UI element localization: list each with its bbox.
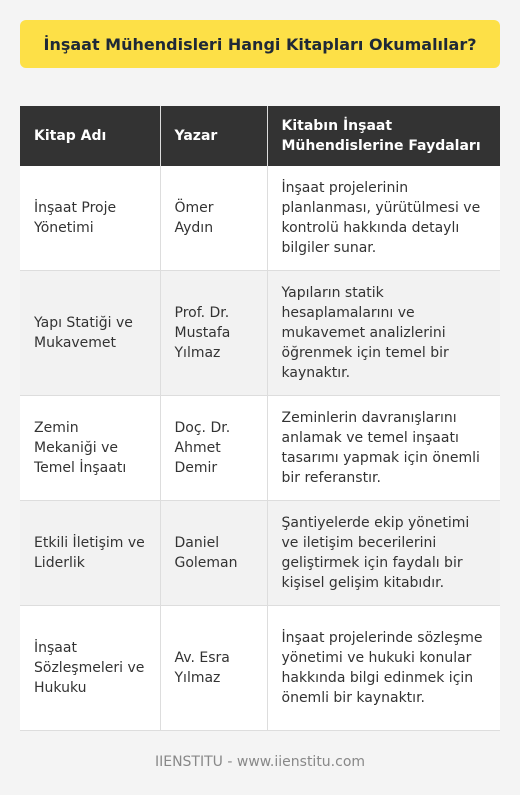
column-header-author: Yazar <box>160 106 267 166</box>
author-cell: Daniel Goleman <box>160 501 267 606</box>
table-row <box>20 501 500 606</box>
benefit-cell: Şantiyelerde ekip yönetimi ve iletişim becerilerini geliştirmek için faydalı bir kişisel gelişim kitabıdır. <box>267 501 500 606</box>
book-title-cell: Yapı Statiği ve Mukavemet <box>20 271 160 396</box>
table-row <box>20 606 500 731</box>
benefit-cell: Zeminlerin davranışlarını anlamak ve temel inşaatı tasarımı yapmak için önemli bir referanstır. <box>267 396 500 501</box>
table-row <box>20 396 500 501</box>
book-title-cell: Etkili İletişim ve Liderlik <box>20 501 160 606</box>
book-title-cell: İnşaat Proje Yönetimi <box>20 166 160 271</box>
author-cell: Ömer Aydın <box>160 166 267 271</box>
column-header-book: Kitap Adı <box>20 106 160 166</box>
author-cell: Av. Esra Yılmaz <box>160 606 267 731</box>
benefit-cell: İnşaat projelerinde sözleşme yönetimi ve hukuki konular hakkında bilgi edinmek için önemli bir kaynaktır. <box>267 606 500 731</box>
author-cell: Doç. Dr. Ahmet Demir <box>160 396 267 501</box>
footer-credit: IIENSTITU - www.iienstitu.com <box>154 754 366 770</box>
table-header-row <box>20 106 500 166</box>
table-row <box>20 271 500 396</box>
column-header-benefit: Kitabın İnşaat Mühendislerine Faydaları <box>267 106 500 166</box>
books-table <box>20 106 500 731</box>
book-title-cell: Zemin Mekaniği ve Temel İnşaatı <box>20 396 160 501</box>
benefit-cell: Yapıların statik hesaplamalarını ve mukavemet analizlerini öğrenmek için temel bir kaynaktır. <box>267 271 500 396</box>
benefit-cell: İnşaat projelerinin planlanması, yürütülmesi ve kontrolü hakkında detaylı bilgiler sunar. <box>267 166 500 271</box>
table-row <box>20 166 500 271</box>
page-title: İnşaat Mühendisleri Hangi Kitapları Okumalılar? <box>20 20 500 68</box>
book-title-cell: İnşaat Sözleşmeleri ve Hukuku <box>20 606 160 731</box>
author-cell: Prof. Dr. Mustafa Yılmaz <box>160 271 267 396</box>
